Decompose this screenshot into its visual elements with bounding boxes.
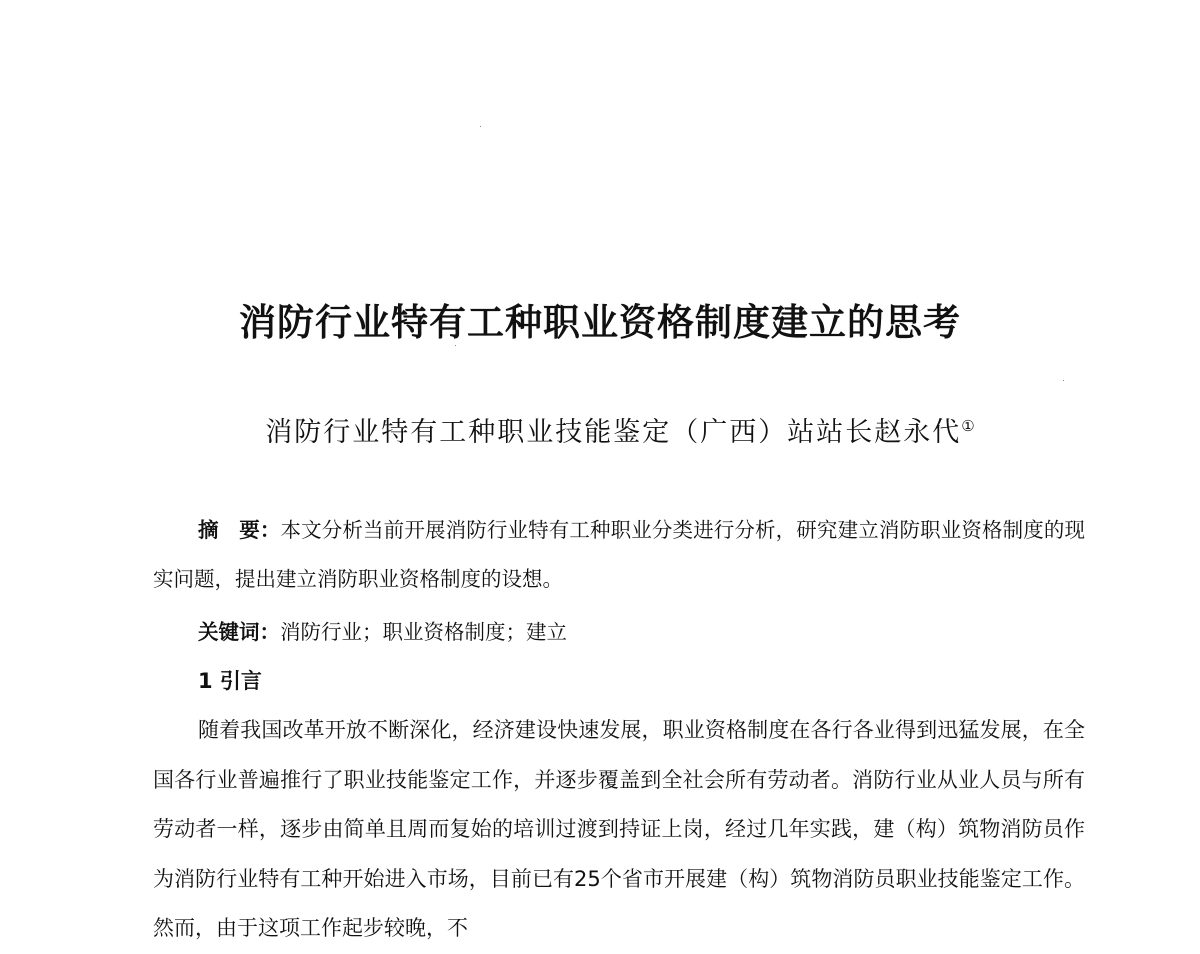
author-text: 消防行业特有工种职业技能鉴定（广西）站站长赵永代 (265, 417, 962, 448)
keywords-text: 消防行业；职业资格制度；建立 (280, 620, 567, 644)
section-heading: 1 引言 (198, 669, 262, 693)
paper-title: 消防行业特有工种职业资格制度建立的思考 (239, 301, 961, 344)
author-footnote-mark: ① (961, 417, 975, 435)
paper-author (0, 410, 1200, 449)
scan-speck (1063, 380, 1064, 381)
abstract-text: 本文分析当前开展消防行业特有工种职业分类进行分析，研究建立消防职业资格制度的现实问题，提出建立消防职业资格制度的设想。 (153, 518, 1086, 591)
abstract-label: 摘 要： (198, 518, 281, 542)
scan-speck (480, 126, 481, 127)
abstract (153, 506, 1085, 604)
body-paragraph: 随着我国改革开放不断深化，经济建设快速发展，职业资格制度在各行各业得到迅猛发展，在全国各行业普遍推行了职业技能鉴定工作，并逐步覆盖到全社会所有劳动者。消防行业从业人员与所有劳动者一样，逐步由简单且周而复始的培训过渡到持证上岗，经过几年实践，建（构）筑物消防员作为消防行业特有工种开始进入市场，目前已有25个省市开展建（构）筑物消防员职业技能鉴定工作。然而，由于这项工作起步较晚，不 (153, 718, 1085, 940)
keywords-label: 关键词： (198, 620, 280, 644)
keywords (153, 608, 1085, 657)
